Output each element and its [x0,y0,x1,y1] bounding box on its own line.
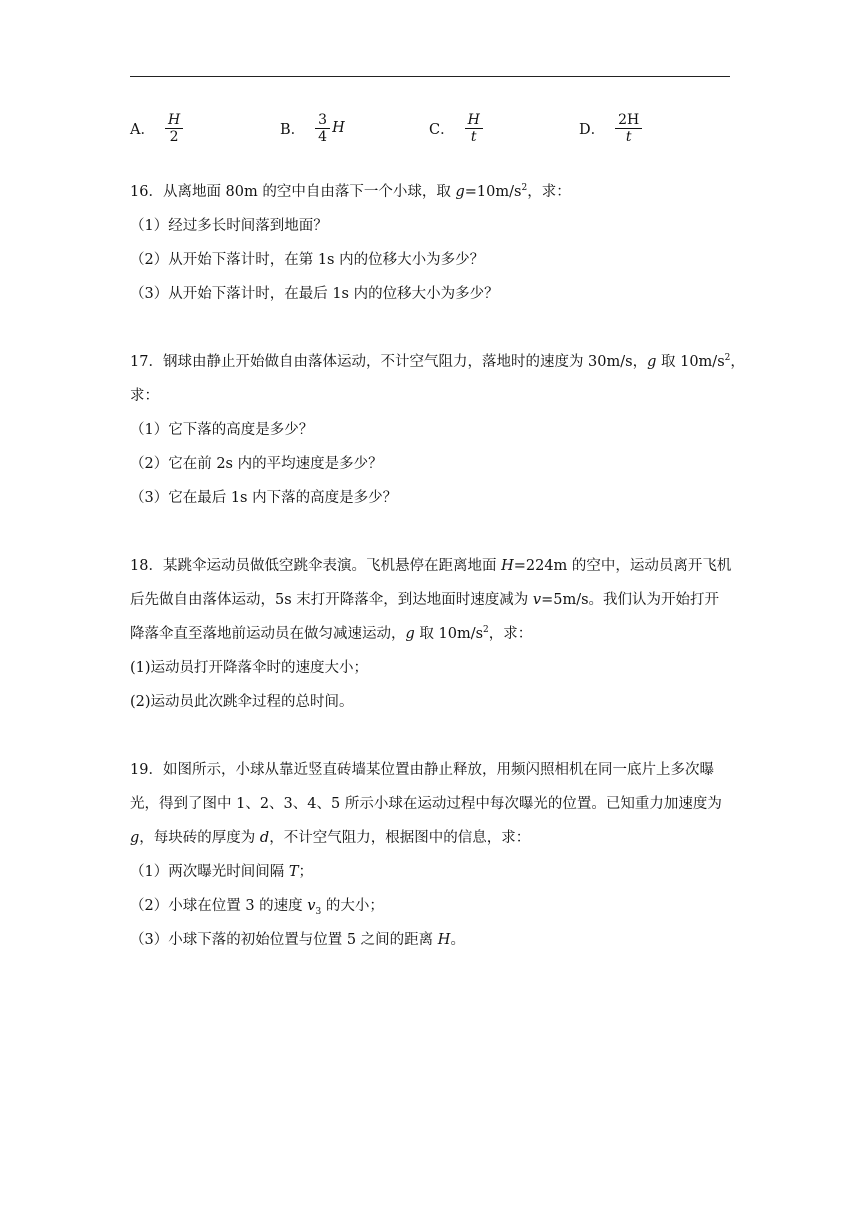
option-b-numerator: 3 [315,112,330,129]
q19-part-2 [130,894,384,917]
q19-line-3 [130,826,530,847]
q16-part-3: （3）从开始下落计时，在最后 1s 内的位移大小为多少？ [130,286,499,302]
option-a-label: A． [130,121,155,138]
q18-l2b: =5m/s。我们认为开始打开 [541,592,720,608]
option-a-fraction [165,112,183,145]
q19-l3a: ，每块砖的厚度为 [139,830,260,846]
option-b-label: B． [280,121,306,138]
q19-line-1: 19．如图所示，小球从靠近竖直砖墙某位置由静止释放，用频闪照相机在同一底片上多次曝 [130,762,714,778]
q18-sup: 2 [483,625,489,636]
q19-p1a: （1）两次曝光时间间隔 [130,864,289,880]
answer-options [130,108,730,148]
q17-stem [130,350,745,371]
q17-stem-continued: 求： [130,388,159,404]
q19-d: d [259,830,270,846]
option-d [579,108,642,148]
q19-p1b: ； [298,864,314,880]
q18-H: H [501,558,514,574]
q17-part-2: （2）它在前 2s 内的平均速度是多少？ [130,456,383,472]
q19-p2a: （2）小球在位置 3 的速度 [130,898,308,914]
q16-part-2: （2）从开始下落计时，在第 1s 内的位移大小为多少？ [130,252,485,268]
q19-part-1 [130,860,313,881]
option-c-fraction [465,112,483,145]
q17-part-1: （1）它下落的高度是多少？ [130,422,314,438]
q17-part-3: （3）它在最后 1s 内下落的高度是多少？ [130,490,398,506]
q18-line-2 [130,588,719,609]
option-b [280,108,345,148]
option-d-denominator: t [625,128,632,145]
option-a-numerator: H [165,112,183,129]
option-d-numerator [615,112,642,129]
q16-stem-c: ，求： [527,184,571,200]
q19-p2b: 的大小； [321,898,384,914]
option-b-denominator: 4 [318,128,328,145]
q16-stem-b: =10m/s [464,184,522,200]
q16-g: g [455,184,465,200]
q16-stem-a: 16．从离地面 80m 的空中自由落下一个小球，取 [130,184,456,200]
q17-stem-b: 取 10m/s [656,354,725,370]
q19-v-sub: 3 [315,906,322,917]
q19-v: v [307,898,316,914]
option-d-fraction [615,112,642,145]
option-c-numerator: H [465,112,483,129]
q16-sup: 2 [521,183,528,194]
q19-line-2: 光，得到了图中 1、2、3、4、5 所示小球在运动过程中每次曝光的位置。已知重力加速度为 [130,796,722,812]
q19-T: T [288,864,299,880]
q18-part-1: (1)运动员打开降落伞时的速度大小； [130,660,369,676]
header-rule [130,76,730,77]
q18-g: g [405,626,415,642]
option-a [130,108,183,148]
q16-stem [130,180,571,201]
option-d-numerator-text: 2H [618,111,640,128]
q19-g: g [130,830,140,846]
q19-part-3 [130,928,465,949]
q19-p3b: 。 [450,932,465,948]
q17-sup: 2 [724,353,731,364]
q18-l2a: 后先做自由落体运动，5s 末打开降落伞，到达地面时速度减为 [130,592,533,608]
q16-part-1: （1）经过多长时间落到地面？ [130,218,328,234]
q19-l3b: ，不计空气阻力，根据图中的信息，求： [269,830,531,846]
q18-line-3 [130,622,532,643]
option-c [429,108,483,148]
q17-stem-c: ， [730,354,745,370]
q18-l3c: ，求： [488,626,533,642]
option-c-denominator: t [470,128,477,145]
q18-l1a: 18．某跳伞运动员做低空跳伞表演。飞机悬停在距离地面 [130,558,502,574]
option-a-denominator: 2 [169,128,179,145]
q18-part-2: (2)运动员此次跳伞过程的总时间。 [130,694,354,710]
option-c-label: C． [429,121,455,138]
q18-l3b: 取 10m/s [414,626,484,642]
option-b-fraction [315,112,330,145]
q17-g: g [647,354,657,370]
q18-line-1 [130,554,731,575]
q18-l3a: 降落伞直至落地前运动员在做匀减速运动， [130,626,406,642]
option-b-variable: H [332,120,345,136]
option-d-label: D． [579,121,606,138]
option-b-expression [315,112,345,145]
q17-stem-a: 17．钢球由静止开始做自由落体运动，不计空气阻力，落地时的速度为 30m/s， [130,354,648,370]
q18-l1b: =224m 的空中，运动员离开飞机 [513,558,732,574]
q19-H: H [437,932,451,948]
q18-v: v [532,592,542,608]
q19-p3a: （3）小球下落的初始位置与位置 5 之间的距离 [130,932,438,948]
